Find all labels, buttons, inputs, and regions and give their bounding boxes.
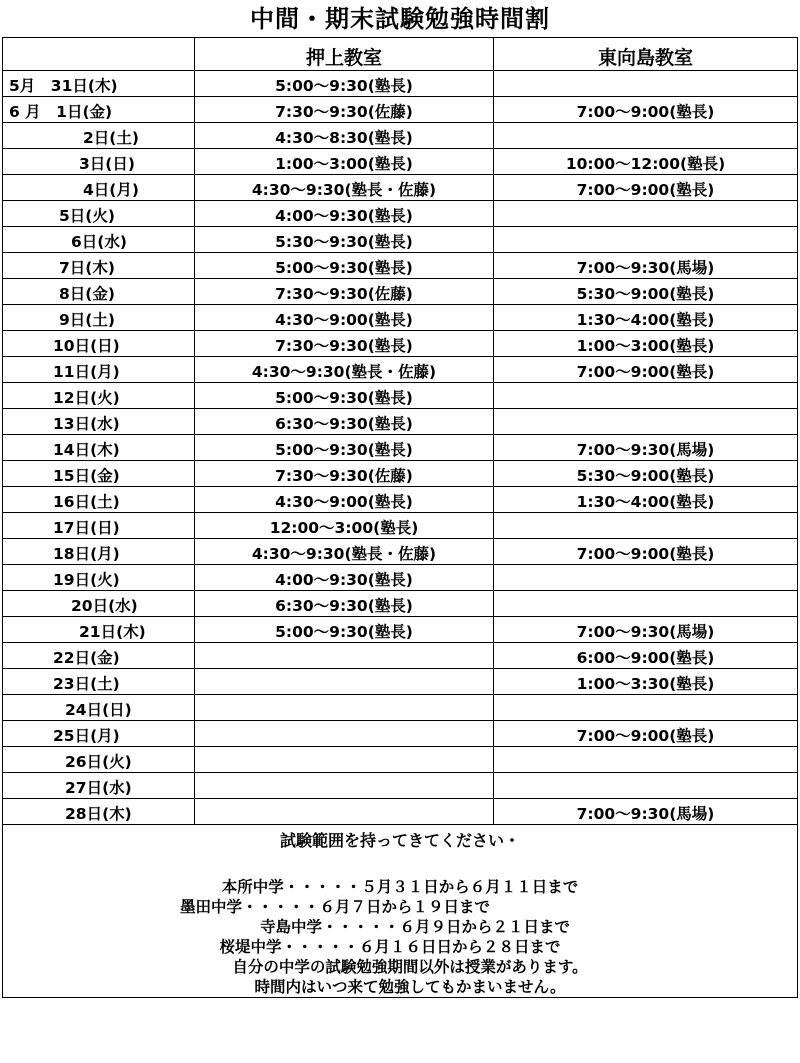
table-row (3, 487, 798, 513)
header-date (3, 38, 195, 71)
higashimukojima-cell: 7:00～9:00(塾長) (494, 97, 798, 123)
higashimukojima-cell: 7:00～9:30(馬場) (494, 253, 798, 279)
higashimukojima-cell: 10:00～12:00(塾長) (494, 149, 798, 175)
table-row (3, 227, 798, 253)
oshiage-cell (195, 669, 494, 695)
schedule-body (3, 71, 798, 825)
higashimukojima-cell (494, 409, 798, 435)
higashimukojima-cell: 7:00～9:00(塾長) (494, 357, 798, 383)
oshiage-cell: 5:00～9:30(塾長) (195, 71, 494, 97)
higashimukojima-cell (494, 383, 798, 409)
header-higashimukojima: 東向島教室 (494, 38, 798, 71)
higashimukojima-cell: 7:00～9:30(馬場) (494, 799, 798, 825)
table-row (3, 71, 798, 97)
table-row (3, 747, 798, 773)
oshiage-cell: 5:00～9:30(塾長) (195, 435, 494, 461)
oshiage-cell: 5:00～9:30(塾長) (195, 617, 494, 643)
higashimukojima-cell (494, 695, 798, 721)
oshiage-cell: 4:30～9:00(塾長) (195, 487, 494, 513)
header-row (3, 38, 798, 71)
note-line-terajima: 寺島中学・・・・・６月９日から２１日まで (259, 918, 570, 936)
date-cell: 24日(日) (3, 695, 195, 721)
oshiage-cell (195, 643, 494, 669)
higashimukojima-cell: 6:00～9:00(塾長) (494, 643, 798, 669)
table-row (3, 123, 798, 149)
higashimukojima-cell (494, 201, 798, 227)
higashimukojima-cell (494, 591, 798, 617)
date-cell: 17日(日) (3, 513, 195, 539)
header-oshiage: 押上教室 (195, 38, 494, 71)
oshiage-cell: 4:00～9:30(塾長) (195, 201, 494, 227)
oshiage-cell (195, 721, 494, 747)
date-cell: 6日(水) (3, 227, 195, 253)
date-cell: 7日(木) (3, 253, 195, 279)
date-cell: 28日(木) (3, 799, 195, 825)
higashimukojima-cell: 7:00～9:00(塾長) (494, 175, 798, 201)
date-cell: 2日(土) (3, 123, 195, 149)
date-cell: 21日(木) (3, 617, 195, 643)
oshiage-cell: 7:30～9:30(佐藤) (195, 279, 494, 305)
table-row (3, 539, 798, 565)
table-row (3, 175, 798, 201)
oshiage-cell (195, 773, 494, 799)
table-row (3, 669, 798, 695)
table-row (3, 773, 798, 799)
higashimukojima-cell: 1:30～4:00(塾長) (494, 487, 798, 513)
date-cell: 3日(日) (3, 149, 195, 175)
higashimukojima-cell: 7:00～9:30(馬場) (494, 435, 798, 461)
table-row (3, 461, 798, 487)
date-cell: 19日(火) (3, 565, 195, 591)
table-row (3, 279, 798, 305)
higashimukojima-cell: 7:00～9:30(馬場) (494, 617, 798, 643)
oshiage-cell: 7:30～9:30(佐藤) (195, 461, 494, 487)
note-line-sakurazutsumi: 桜堤中学・・・・・６月１６日日から２８日まで (219, 938, 561, 956)
date-cell: 9日(土) (3, 305, 195, 331)
oshiage-cell: 1:00～3:00(塾長) (195, 149, 494, 175)
table-row (3, 695, 798, 721)
date-cell: 10日(日) (3, 331, 195, 357)
table-row (3, 201, 798, 227)
date-cell: 11日(月) (3, 357, 195, 383)
date-cell: 12日(火) (3, 383, 195, 409)
oshiage-cell: 5:00～9:30(塾長) (195, 253, 494, 279)
higashimukojima-cell: 5:30～9:00(塾長) (494, 461, 798, 487)
higashimukojima-cell: 1:30～4:00(塾長) (494, 305, 798, 331)
higashimukojima-cell (494, 747, 798, 773)
higashimukojima-cell: 1:00～3:30(塾長) (494, 669, 798, 695)
higashimukojima-cell: 7:00～9:00(塾長) (494, 539, 798, 565)
higashimukojima-cell (494, 71, 798, 97)
oshiage-cell: 12:00～3:00(塾長) (195, 513, 494, 539)
table-row (3, 565, 798, 591)
table-row (3, 643, 798, 669)
table-row (3, 331, 798, 357)
date-cell: 4日(月) (3, 175, 195, 201)
higashimukojima-cell (494, 565, 798, 591)
date-cell: 14日(木) (3, 435, 195, 461)
higashimukojima-cell: 1:00～3:00(塾長) (494, 331, 798, 357)
oshiage-cell: 6:30～9:30(塾長) (195, 409, 494, 435)
notes-heading: 試験範囲を持ってきてください・ (279, 831, 520, 850)
oshiage-cell: 4:30～9:30(塾長・佐藤) (195, 175, 494, 201)
date-cell: 5日(火) (3, 201, 195, 227)
table-row (3, 799, 798, 825)
date-cell: 5月 31日(木) (3, 71, 195, 97)
date-cell: 20日(水) (3, 591, 195, 617)
page-title: 中間・期末試験勉強時間割 (250, 5, 550, 33)
date-cell: 27日(水) (3, 773, 195, 799)
higashimukojima-cell (494, 227, 798, 253)
date-cell: 6 月 1日(金) (3, 97, 195, 123)
oshiage-cell: 5:00～9:30(塾長) (195, 383, 494, 409)
date-cell: 16日(土) (3, 487, 195, 513)
oshiage-cell: 7:30～9:30(塾長) (195, 331, 494, 357)
oshiage-cell: 4:00～9:30(塾長) (195, 565, 494, 591)
table-row (3, 721, 798, 747)
higashimukojima-cell: 7:00～9:00(塾長) (494, 721, 798, 747)
note-line-honjo: 本所中学・・・・・５月３１日から６月１１日まで (221, 878, 579, 896)
table-row (3, 409, 798, 435)
date-cell: 13日(水) (3, 409, 195, 435)
date-cell: 22日(金) (3, 643, 195, 669)
oshiage-cell: 5:30～9:30(塾長) (195, 227, 494, 253)
date-cell: 15日(金) (3, 461, 195, 487)
oshiage-cell: 4:30～9:30(塾長・佐藤) (195, 357, 494, 383)
table-row (3, 591, 798, 617)
higashimukojima-cell (494, 513, 798, 539)
note-line-anytime: 時間内はいつ来て勉強してもかまいません。 (254, 978, 566, 996)
table-row (3, 617, 798, 643)
table-row (3, 305, 798, 331)
date-cell: 8日(金) (3, 279, 195, 305)
oshiage-cell (195, 799, 494, 825)
oshiage-cell (195, 695, 494, 721)
higashimukojima-cell (494, 773, 798, 799)
date-cell: 23日(土) (3, 669, 195, 695)
date-cell: 26日(火) (3, 747, 195, 773)
oshiage-cell (195, 747, 494, 773)
higashimukojima-cell (494, 123, 798, 149)
notes-cell (3, 825, 798, 998)
notes-row (3, 825, 798, 998)
date-cell: 25日(月) (3, 721, 195, 747)
table-row (3, 149, 798, 175)
table-row (3, 97, 798, 123)
oshiage-cell: 7:30～9:30(佐藤) (195, 97, 494, 123)
table-row (3, 513, 798, 539)
table-row (3, 357, 798, 383)
oshiage-cell: 4:30～8:30(塾長) (195, 123, 494, 149)
oshiage-cell: 4:30～9:00(塾長) (195, 305, 494, 331)
table-row (3, 435, 798, 461)
date-cell: 18日(月) (3, 539, 195, 565)
higashimukojima-cell: 5:30～9:00(塾長) (494, 279, 798, 305)
table-row (3, 383, 798, 409)
note-line-sumida: 墨田中学・・・・・６月７日から１９日まで (179, 898, 490, 916)
table-row (3, 253, 798, 279)
oshiage-cell: 6:30～9:30(塾長) (195, 591, 494, 617)
note-line-other-periods: 自分の中学の試験勉強期間以外は授業があります。 (232, 958, 588, 976)
oshiage-cell: 4:30～9:30(塾長・佐藤) (195, 539, 494, 565)
schedule-table (2, 37, 798, 998)
